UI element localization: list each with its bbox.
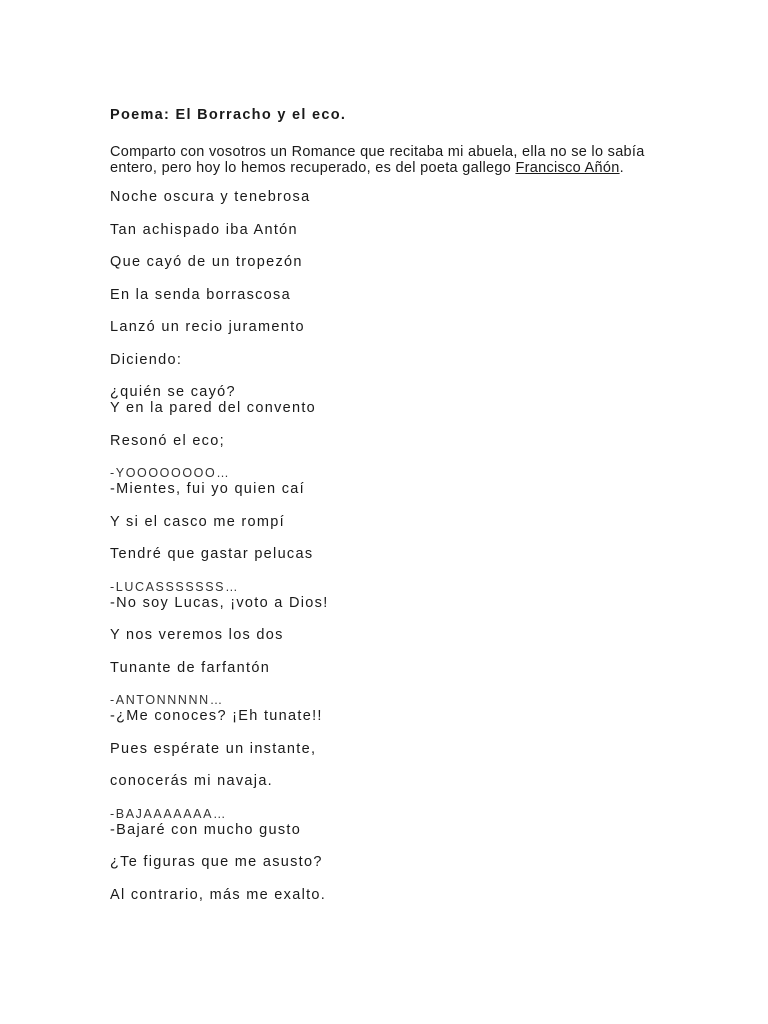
poem-line: Noche oscura y tenebrosa bbox=[110, 189, 311, 205]
echo-line: -LUCASSSSSSS… bbox=[110, 579, 240, 594]
poem-line: -Mientes, fui yo quien caí bbox=[110, 481, 305, 497]
echo-line: -BAJAAAAAAA… bbox=[110, 806, 228, 821]
poem-line: Que cayó de un tropezón bbox=[110, 254, 303, 270]
echo-line: -YOOOOOOOO… bbox=[110, 466, 231, 480]
poem-line: -Bajaré con mucho gusto bbox=[110, 821, 302, 838]
document-page bbox=[110, 104, 690, 903]
poem-line: Resonó el eco; bbox=[110, 432, 225, 449]
poem-line: ¿Te figuras que me asusto? bbox=[110, 854, 323, 870]
poem-line: Tan achispado iba Antón bbox=[110, 221, 298, 238]
poem-line: Y si el casco me rompí bbox=[110, 513, 285, 530]
poem-body bbox=[110, 189, 690, 903]
poem-line: Tendré que gastar pelucas bbox=[110, 546, 314, 562]
poem-line: Y nos veremos los dos bbox=[110, 627, 284, 643]
poem-line: -No soy Lucas, ¡voto a Dios! bbox=[110, 594, 329, 611]
poem-line: Al contrario, más me exalto. bbox=[110, 886, 327, 903]
poem-title: Poema: El Borracho y el eco. bbox=[110, 107, 347, 123]
intro-end: . bbox=[619, 160, 624, 176]
echo-line: -ANTONNNNN… bbox=[110, 693, 224, 707]
poem-line: Tunante de farfantón bbox=[110, 659, 271, 676]
poem-line: Y en la pared del convento bbox=[110, 400, 317, 416]
poem-line: En la senda borrascosa bbox=[110, 286, 291, 303]
poem-line: Lanzó un recio juramento bbox=[110, 319, 305, 335]
author-link[interactable]: Francisco Añón bbox=[515, 160, 620, 176]
poem-line: Pues espérate un instante, bbox=[110, 740, 317, 757]
poem-line: -¿Me conoces? ¡Eh tunate!! bbox=[110, 708, 323, 724]
poem-line: ¿quién se cayó? bbox=[110, 384, 236, 400]
poem-line: Diciendo: bbox=[110, 351, 183, 368]
intro-paragraph bbox=[110, 144, 690, 176]
intro-text: Comparto con vosotros un Romance que recitaba mi abuela, ella no se lo sabía entero, pero hoy lo hemos recuperado, es del poeta gallego bbox=[110, 144, 645, 176]
poem-line: conocerás mi navaja. bbox=[110, 773, 274, 789]
